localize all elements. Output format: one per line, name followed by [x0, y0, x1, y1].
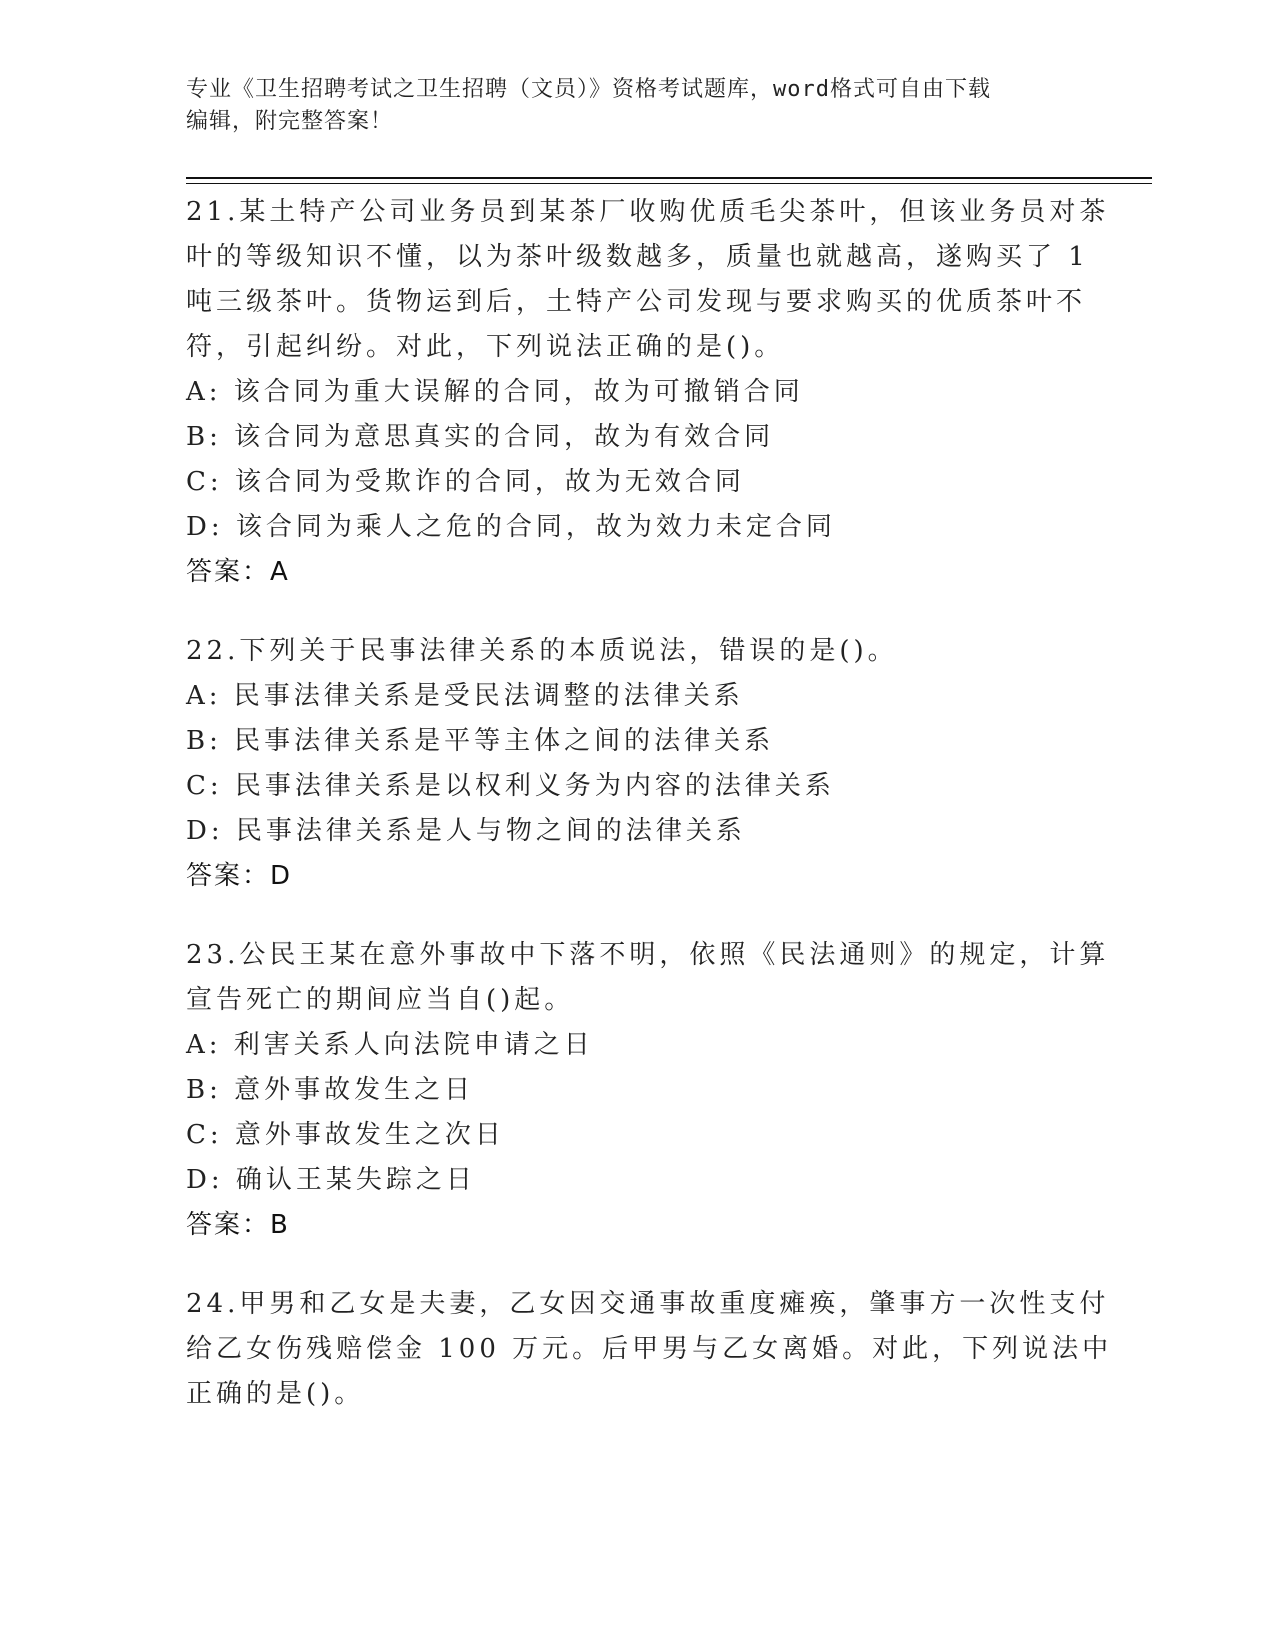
question-text-line: 23.公民王某在意外事故中下落不明，依照《民法通则》的规定，计算: [186, 940, 1110, 970]
question-text-line: 正确的是()。: [186, 1379, 365, 1409]
header-line-1: 专业《卫生招聘考试之卫生招聘（文员）》资格考试题库，word格式可自由下载: [186, 77, 991, 102]
option-b: B: 该合同为意思真实的合同，故为有效合同: [186, 422, 775, 452]
answer-line: 答案：A: [186, 557, 290, 587]
question-text-line: 符，引起纠纷。对此，下列说法正确的是()。: [186, 332, 785, 362]
question-list: [186, 190, 1113, 1451]
header-divider-thick: [186, 177, 1152, 179]
question-text-line: 22.下列关于民事法律关系的本质说法，错误的是()。: [186, 636, 898, 666]
question-23: [186, 933, 1110, 1248]
option-d: D: 该合同为乘人之危的合同，故为效力未定合同: [186, 512, 836, 542]
option-c: C: 意外事故发生之次日: [186, 1120, 505, 1150]
question-24: [186, 1282, 1113, 1417]
document-header: [186, 74, 1066, 138]
question-21: [186, 190, 1110, 595]
question-text-line: 宣告死亡的期间应当自()起。: [186, 985, 575, 1015]
question-text-line: 21.某土特产公司业务员到某茶厂收购优质毛尖茶叶，但该业务员对茶: [186, 197, 1110, 227]
question-text-line: 叶的等级知识不懂，以为茶叶级数越多，质量也就越高，遂购买了 1: [186, 242, 1089, 272]
option-b: B: 意外事故发生之日: [186, 1075, 475, 1105]
question-text-line: 24.甲男和乙女是夫妻，乙女因交通事故重度瘫痪，肇事方一次性支付: [186, 1289, 1110, 1319]
question-22: [186, 629, 1086, 899]
question-text-line: 给乙女伤残赔偿金 100 万元。后甲男与乙女离婚。对此，下列说法中: [186, 1334, 1113, 1364]
header-line-2: 编辑，附完整答案！: [186, 109, 394, 134]
option-b: B: 民事法律关系是平等主体之间的法律关系: [186, 726, 775, 756]
option-a: A: 该合同为重大误解的合同，故为可撤销合同: [186, 377, 804, 407]
answer-line: 答案：D: [186, 861, 293, 891]
answer-line: 答案：B: [186, 1210, 290, 1240]
option-c: C: 民事法律关系是以权利义务为内容的法律关系: [186, 771, 835, 801]
option-c: C: 该合同为受欺诈的合同，故为无效合同: [186, 467, 745, 497]
option-a: A: 民事法律关系是受民法调整的法律关系: [186, 681, 744, 711]
question-text-line: 吨三级茶叶。货物运到后，土特产公司发现与要求购买的优质茶叶不: [186, 287, 1087, 317]
option-d: D: 确认王某失踪之日: [186, 1165, 476, 1195]
header-divider-thin: [186, 183, 1152, 184]
option-d: D: 民事法律关系是人与物之间的法律关系: [186, 816, 746, 846]
option-a: A: 利害关系人向法院申请之日: [186, 1030, 594, 1060]
